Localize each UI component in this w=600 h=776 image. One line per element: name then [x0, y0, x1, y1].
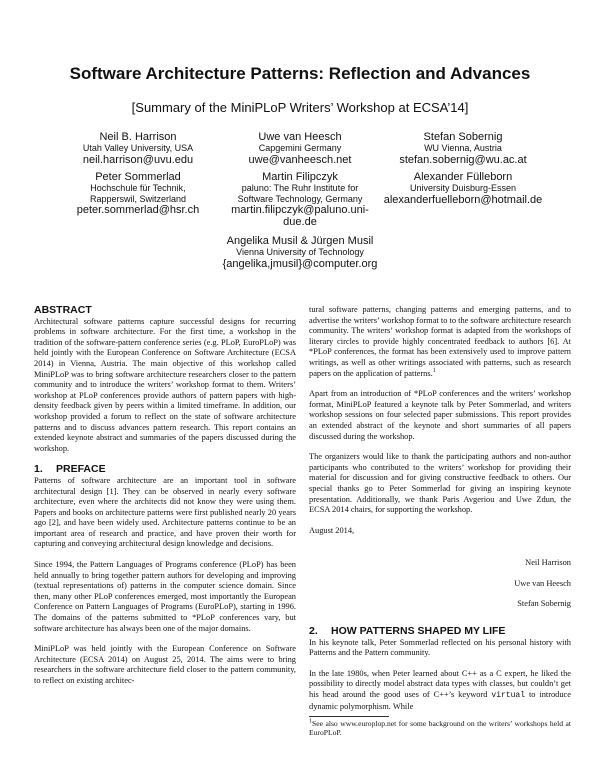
right-column: [309, 305, 571, 747]
author-name: Uwe van Heesch: [258, 131, 342, 143]
author-block: [50, 171, 226, 216]
author-name: Neil B. Harrison: [99, 131, 177, 143]
author-email[interactable]: alexanderfuelleborn@hotmail.de: [383, 193, 543, 206]
abstract-text: Architectural software patterns capture successful designs for recurring problems in software architecture. For the first time, a workshop in the tradition of the software-pattern conference series (e.g. PLoP, EuroPLoP) was held jointly with the European Conference on Software Architecture (ECSA 2014) in Vienna, Austria. The main objective of this workshop called MiniPLoP was to bring software architecture researchers closer to the pattern community and to introduce the writers’ workshop format to them. Writers’ workshop at PLoP conferences provide authors of pattern papers with high-density feedback given by peers within a limited timeframe. In addition, our workshop provided a forum to reflect on the state of software architecture patterns and to discuss advances pattern research. This report contains an extended keynote abstract and summaries of the papers discussed during the workshop.: [34, 316, 296, 453]
footnote-text: See also www.europlop.net for some background on the writers’ workshops held at EuroPLoP.: [309, 719, 571, 738]
paragraph: [309, 669, 571, 712]
author-block: [212, 235, 388, 270]
author-affiliation: paluno: The Ruhr Institute for Software Technology, Germany: [237, 183, 363, 204]
author-name: Martin Filipczyk: [262, 171, 338, 183]
paragraph: Since 1994, the Pattern Languages of Programs conference (PLoP) has been held annually to bring together pattern authors for developing and improving (textual representations of) patterns in the computer science domain. Since then, many other PLoP conferences emerged, most importantly the European Conference on Pattern Languages of Programs (EuroPLoP), starting in 1996. The domains of the patterns submitted to *PLoP conferences vary, but software architecture has always been one of the major domains.: [34, 560, 296, 633]
author-email[interactable]: uwe@vanheesch.net: [248, 153, 352, 166]
paragraph: Patterns of software architecture are an important tool in software architectural design [1]. They can be observed in nearly every software architecture, even where the architects did not know they were using them. Papers and books on architecture patterns were first published nearly 20 years ago [2], and have been widely used. Architecture patterns continue to be an important area of research and practice, and have proven their worth for capturing and conveying architectural design knowledge and decisions.: [34, 475, 296, 549]
author-email[interactable]: martin.filipczyk@paluno.uni-due.de: [231, 203, 369, 229]
paragraph: [309, 305, 571, 379]
author-affiliation: Vienna University of Technology: [236, 247, 364, 258]
author-email[interactable]: neil.harrison@uvu.edu: [82, 153, 194, 166]
left-column: [34, 305, 296, 687]
author-name: Angelika Musil & Jürgen Musil: [226, 235, 374, 247]
author-name: Stefan Sobernig: [423, 131, 503, 143]
author-affiliation: Hochschule für Technik, Rapperswil, Switzerland: [89, 183, 187, 204]
paragraph-text: tural software patterns, changing patterns and emerging patterns, and to advertise the writers’ workshop format to to the software architecture research community. The writers’ workshop format is adapted from the workshops of literary circles to provide highly concentrated feedback to authors [6]. At *PLoP conferences, the format has been extensively used to improve pattern writings, as well as other writings associated with patterns, such as research papers on the application of patterns.: [309, 305, 571, 378]
author-block: [50, 131, 226, 166]
author-block: [375, 171, 551, 206]
author-email[interactable]: stefan.sobernig@wu.ac.at: [399, 153, 527, 166]
section-number: 2.: [309, 625, 318, 638]
author-email[interactable]: {angelika,jmusil}@computer.org: [222, 257, 378, 270]
signature-line: Neil Harrison: [525, 558, 571, 568]
paragraph: In his keynote talk, Peter Sommerlad reflected on his personal history with Patterns and the Pattern community.: [309, 637, 571, 658]
author-affiliation: University Duisburg-Essen: [409, 183, 517, 194]
paragraph: MiniPLoP was held jointly with the European Conference on Software Architecture (ECSA 2014) on August 25, 2014. The aims were to bring researchers in the software architecture field closer to the pattern community, to reflect on existing architec-: [34, 644, 296, 685]
paragraph: Apart from an introduction of *PLoP conferences and the writers’ workshop format, MiniPLoP featured a keynote talk by Peter Sommerlad, and writers workshop sessions on four selected paper submissions. This report provides an extended abstract of the keynote and short summaries of all papers discussed during the workshop.: [309, 389, 571, 441]
author-name: Alexander Fülleborn: [413, 171, 513, 183]
author-email[interactable]: peter.sommerlad@hsr.ch: [76, 203, 200, 216]
section-title: HOW PATTERNS SHAPED MY LIFE: [331, 625, 506, 638]
author-name: Peter Sommerlad: [95, 171, 181, 183]
code-keyword: virtual: [491, 691, 526, 701]
author-block: [212, 171, 388, 229]
abstract-heading: ABSTRACT: [34, 304, 92, 316]
paragraph-text: to introduce dynamic polymorphism. While: [309, 690, 571, 711]
paper-subtitle: [Summary of the MiniPLoP Writers’ Workshop at ECSA’14]: [131, 100, 469, 115]
signature-line: Stefan Sobernig: [517, 599, 571, 609]
paragraph: The organizers would like to thank the participating authors and non-author participants who contributed to the writers’ workshop for providing their material for discussion and for giving constructive feedback to others. Our special thanks go to Peter Sommerlad for giving an inspiring keynote presentation. Additionally, we thank Paris Avgeriou and Uwe Zdun, the ECSA 2014 chairs, for supporting the workshop.: [309, 452, 571, 515]
footnote-mark: 1: [432, 367, 436, 374]
author-affiliation: Capgemini Germany: [258, 143, 342, 154]
footnote-divider: [309, 716, 389, 717]
section-number: 1.: [34, 463, 43, 476]
signature-line: Uwe van Heesch: [514, 578, 571, 588]
author-affiliation: Utah Valley University, USA: [82, 143, 194, 154]
footnote: [309, 719, 571, 737]
author-block: [212, 131, 388, 166]
date-line: August 2014,: [309, 525, 355, 535]
section-heading: [34, 464, 296, 475]
section-heading: [309, 626, 571, 637]
section-title: PREFACE: [56, 463, 106, 476]
paragraph-text: In the late 1980s, when Peter learned about C++ as a C expert, he liked the possibility to directly model abstract data types with classes, but couldn’t get his head around the good uses of C++’s keyword: [309, 668, 571, 700]
paper-title: Software Architecture Patterns: Reflection and Advances: [69, 64, 531, 83]
author-block: [375, 131, 551, 166]
footnote-mark: 1: [309, 718, 312, 725]
author-affiliation: WU Vienna, Austria: [424, 143, 502, 154]
